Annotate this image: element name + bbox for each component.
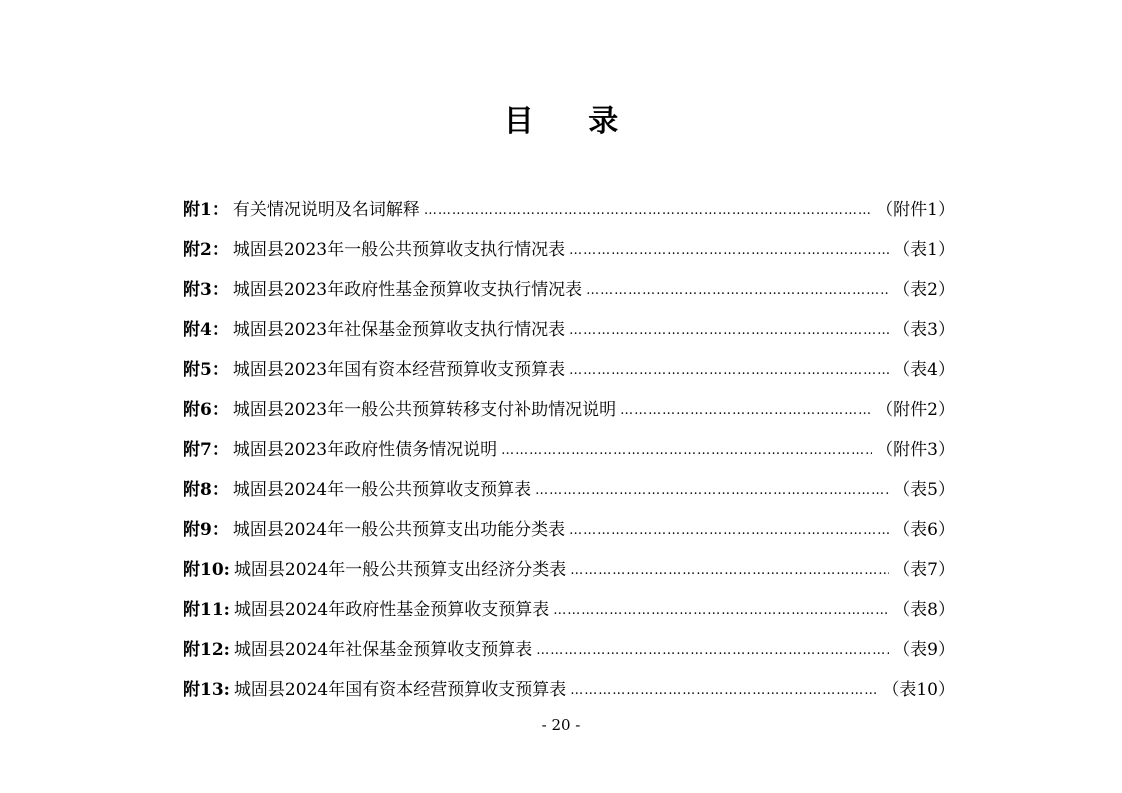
page-number: - 20 - <box>541 716 581 734</box>
toc-leader-dots <box>570 563 889 578</box>
toc-entry-12[interactable] <box>183 627 955 667</box>
toc-entry-label: 附4： <box>183 319 229 340</box>
toc-entry-ref: （附件2） <box>876 399 955 420</box>
toc-leader-dots <box>569 323 889 338</box>
toc-entry-title: 城固县2023年政府性基金预算收支执行情况表 <box>232 279 583 300</box>
toc-entry-label: 附10: <box>183 559 230 580</box>
toc-entry-title: 城固县2024年政府性基金预算收支预算表 <box>233 599 550 620</box>
toc-entry-label: 附9： <box>183 519 229 540</box>
toc-entry-label: 附6： <box>183 399 229 420</box>
toc-leader-dots <box>424 203 872 218</box>
toc-entry-6[interactable] <box>183 387 955 427</box>
toc-entry-ref: （表5） <box>893 479 955 500</box>
toc-entry-ref: （表9） <box>893 639 955 660</box>
toc-entry-ref: （附件3） <box>876 439 955 460</box>
toc-leader-dots <box>569 523 889 538</box>
toc-entry-title: 城固县2024年社保基金预算收支预算表 <box>233 639 533 660</box>
toc-leader-dots <box>620 403 872 418</box>
table-of-contents <box>183 187 955 707</box>
toc-leader-dots <box>536 643 889 658</box>
toc-entry-3[interactable] <box>183 267 955 307</box>
toc-leader-dots <box>535 483 889 498</box>
toc-entry-ref: （表3） <box>893 319 955 340</box>
toc-entry-title: 有关情况说明及名词解释 <box>232 199 420 220</box>
toc-entry-ref: （表7） <box>893 559 955 580</box>
toc-entry-title: 城固县2024年一般公共预算支出功能分类表 <box>232 519 566 540</box>
toc-entry-title: 城固县2023年一般公共预算转移支付补助情况说明 <box>232 399 617 420</box>
toc-entry-11[interactable] <box>183 587 955 627</box>
toc-entry-label: 附12: <box>183 639 230 660</box>
toc-entry-label: 附8： <box>183 479 229 500</box>
toc-entry-8[interactable] <box>183 467 955 507</box>
toc-entry-label: 附7： <box>183 439 229 460</box>
toc-entry-title: 城固县2023年国有资本经营预算收支预算表 <box>232 359 566 380</box>
toc-leader-dots <box>501 443 872 458</box>
toc-entry-5[interactable] <box>183 347 955 387</box>
toc-entry-ref: （表6） <box>893 519 955 540</box>
toc-leader-dots <box>569 363 889 378</box>
toc-entry-title: 城固县2023年一般公共预算收支执行情况表 <box>232 239 566 260</box>
toc-entry-title: 城固县2024年一般公共预算支出经济分类表 <box>233 559 567 580</box>
toc-entry-1[interactable] <box>183 187 955 227</box>
toc-entry-label: 附3： <box>183 279 229 300</box>
toc-entry-title: 城固县2023年社保基金预算收支执行情况表 <box>232 319 566 340</box>
toc-entry-4[interactable] <box>183 307 955 347</box>
toc-entry-title: 城固县2024年一般公共预算收支预算表 <box>232 479 532 500</box>
toc-entry-title: 城固县2024年国有资本经营预算收支预算表 <box>233 679 567 700</box>
toc-entry-9[interactable] <box>183 507 955 547</box>
toc-entry-ref: （表8） <box>893 599 955 620</box>
toc-entry-label: 附5： <box>183 359 229 380</box>
toc-entry-ref: （表10） <box>882 679 955 700</box>
toc-entry-10[interactable] <box>183 547 955 587</box>
toc-entry-label: 附1： <box>183 199 229 220</box>
toc-entry-ref: （表1） <box>893 239 955 260</box>
toc-entry-ref: （附件1） <box>876 199 955 220</box>
toc-leader-dots <box>570 683 878 698</box>
toc-leader-dots <box>586 283 889 298</box>
toc-entry-13[interactable] <box>183 667 955 707</box>
toc-entry-title: 城固县2023年政府性债务情况说明 <box>232 439 498 460</box>
toc-entry-7[interactable] <box>183 427 955 467</box>
toc-leader-dots <box>569 243 889 258</box>
toc-leader-dots <box>553 603 889 618</box>
toc-entry-ref: （表2） <box>893 279 955 300</box>
toc-entry-ref: （表4） <box>893 359 955 380</box>
toc-entry-label: 附2： <box>183 239 229 260</box>
toc-entry-label: 附13: <box>183 679 230 700</box>
toc-entry-label: 附11: <box>183 599 230 620</box>
toc-entry-2[interactable] <box>183 227 955 267</box>
page-title: 目 录 <box>503 104 641 139</box>
